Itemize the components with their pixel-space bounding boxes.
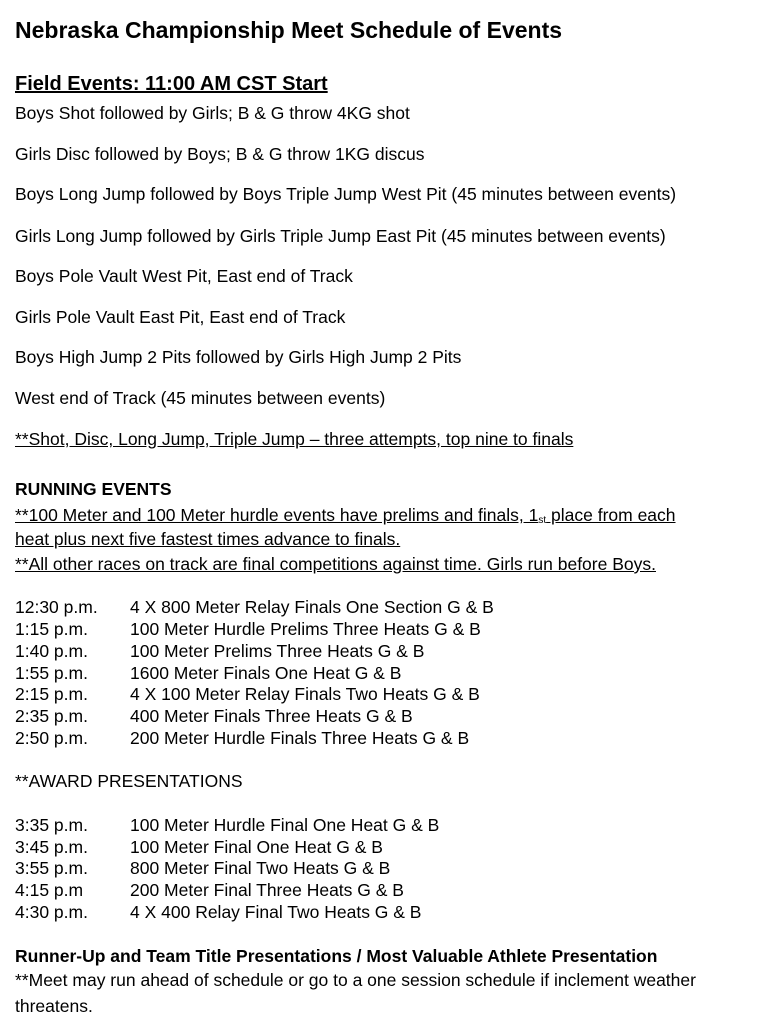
prelims-note-suffix: st [538,515,547,526]
schedule-time: 4:15 p.m [15,880,84,900]
prelims-note-text-end: place from each [546,505,676,525]
presentations-line: Runner-Up and Team Title Presentations / Most Valuable Athlete Presentation [15,946,658,966]
schedule-event: 4 X 400 Relay Final Two Heats G & B [130,902,422,922]
field-line: Girls Long Jump followed by Girls Triple Jump East Pit (45 minutes between events) [15,226,666,246]
field-line: Boys Shot followed by Girls; B & G throw 4KG shot [15,103,410,123]
schedule-time: 1:55 p.m. [15,663,88,683]
running-events-heading: RUNNING EVENTS [15,479,172,499]
weather-note: **Meet may run ahead of schedule or go to a one session schedule if inclement weather threatens. [15,970,696,1016]
schedule-event: 4 X 100 Meter Relay Finals Two Heats G & B [130,684,480,704]
prelims-note-text: **100 Meter and 100 Meter hurdle events have prelims and finals, 1 [15,505,539,525]
schedule-event: 200 Meter Final Three Heats G & B [130,880,404,900]
schedule-time: 2:15 p.m. [15,684,88,704]
schedule-time: 3:35 p.m. [15,815,88,835]
page-title: Nebraska Championship Meet Schedule of Events [15,17,563,43]
schedule-event: 100 Meter Prelims Three Heats G & B [130,641,425,661]
schedule-time: 3:55 p.m. [15,858,88,878]
prelims-note [15,505,676,526]
schedule-time: 2:50 p.m. [15,728,88,748]
field-attempts-note: **Shot, Disc, Long Jump, Triple Jump – three attempts, top nine to finals [15,429,574,449]
field-line: Girls Disc followed by Boys; B & G throw 1KG discus [15,144,425,164]
schedule-event: 1600 Meter Finals One Heat G & B [130,663,402,683]
schedule-event: 100 Meter Final One Heat G & B [130,837,383,857]
field-line: Boys Pole Vault West Pit, East end of Track [15,266,353,286]
schedule-event: 200 Meter Hurdle Finals Three Heats G & B [130,728,470,748]
prelims-note-line2: heat plus next five fastest times advance to finals. [15,529,401,549]
schedule-event: 100 Meter Hurdle Prelims Three Heats G & B [130,619,481,639]
schedule-time: 1:40 p.m. [15,641,88,661]
schedule-event: 800 Meter Final Two Heats G & B [130,858,391,878]
schedule-event: 400 Meter Finals Three Heats G & B [130,706,413,726]
schedule-time: 2:35 p.m. [15,706,88,726]
final-competitions-note: **All other races on track are final competitions against time. Girls run before Boys. [15,554,656,574]
field-line: Boys Long Jump followed by Boys Triple Jump West Pit (45 minutes between events) [15,184,677,204]
schedule-event: 100 Meter Hurdle Final One Heat G & B [130,815,440,835]
schedule-event: 4 X 800 Meter Relay Finals One Section G & B [130,597,494,617]
award-presentations-label: **AWARD PRESENTATIONS [15,771,243,791]
field-line: Girls Pole Vault East Pit, East end of Track [15,307,346,327]
schedule-time: 4:30 p.m. [15,902,88,922]
field-line: West end of Track (45 minutes between events) [15,388,386,408]
schedule-time: 3:45 p.m. [15,837,88,857]
schedule-time: 12:30 p.m. [15,597,98,617]
schedule-time: 1:15 p.m. [15,619,88,639]
field-line: Boys High Jump 2 Pits followed by Girls High Jump 2 Pits [15,347,462,367]
field-events-heading: Field Events: 11:00 AM CST Start [15,73,328,95]
